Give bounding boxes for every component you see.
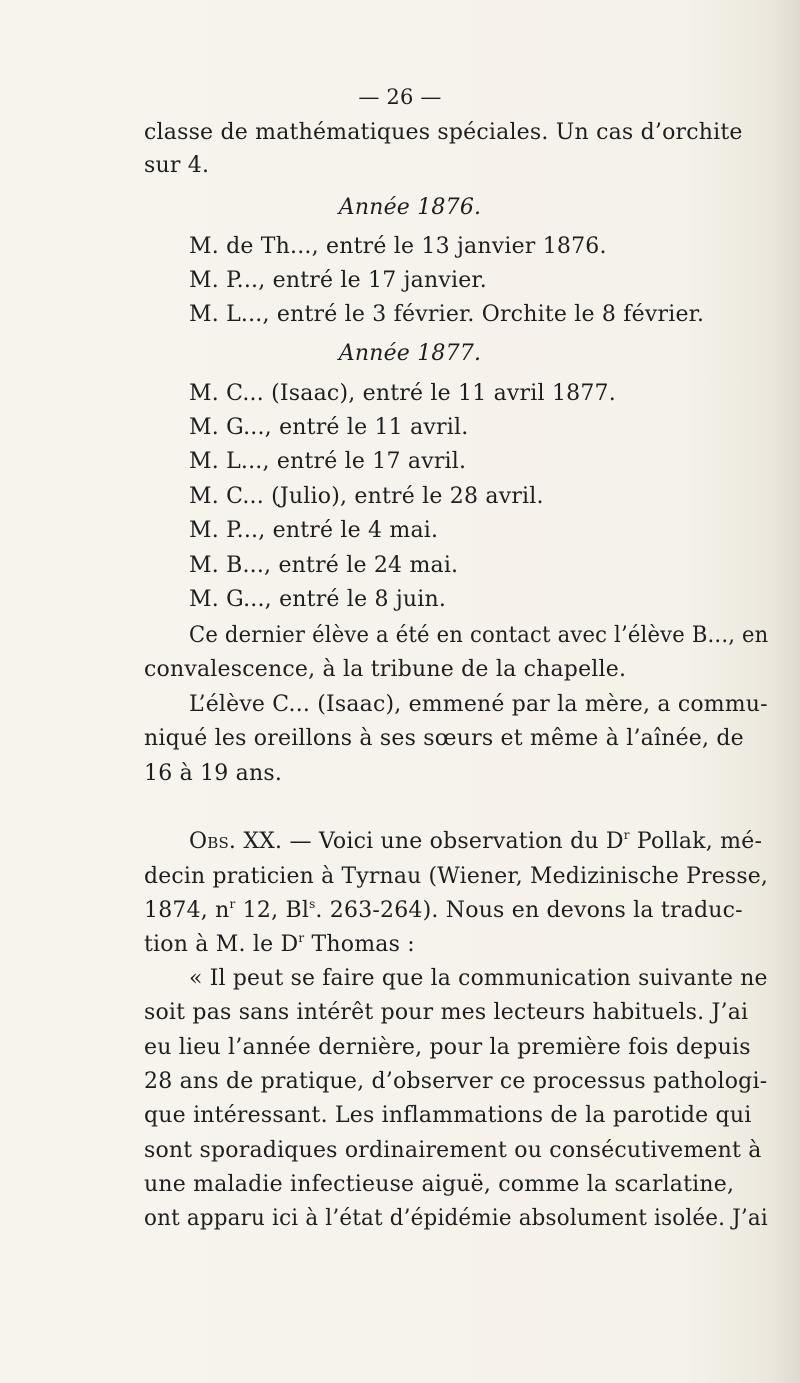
obs-line-1-tail: Pollak, mé-: [629, 829, 763, 854]
obs-line-4: [144, 930, 415, 960]
entry-1877-5: M. P..., entré le 4 mai.: [189, 518, 439, 543]
obs-line-1-sup: r: [623, 828, 630, 842]
quote-line-7: une maladie infectieuse aiguë, comme la scarlatine,: [144, 1172, 735, 1197]
entry-1877-4: M. C... (Julio), entré le 28 avril.: [189, 484, 544, 509]
entry-1877-7: M. G..., entré le 8 juin.: [189, 587, 447, 612]
para2-line-3: 16 à 19 ans.: [144, 761, 283, 786]
obs-line-3: [144, 896, 743, 926]
entry-1876-2: M. P..., entré le 17 janvier.: [189, 268, 487, 293]
para2-line-1: L’élève C... (Isaac), emmené par la mère, a commu-: [189, 692, 768, 717]
entry-1877-2: M. G..., entré le 11 avril.: [189, 415, 469, 440]
obs-line-3-c: . 263-264). Nous en devons la traduc-: [315, 898, 743, 923]
quote-line-4: 28 ans de pratique, d’observer ce processus pathologi-: [144, 1069, 768, 1094]
para2-line-2: niqué les oreillons à ses sœurs et même à l’aînée, de: [144, 726, 744, 751]
quote-line-3: eu lieu l’année dernière, pour la première fois depuis: [144, 1035, 751, 1060]
para1-line-2: convalescence, à la tribune de la chapelle.: [144, 657, 627, 682]
entry-1877-3: M. L..., entré le 17 avril.: [189, 449, 467, 474]
para1-line-1: Ce dernier élève a été en contact avec l’élève B..., en: [189, 623, 769, 648]
obs-line-4-sup: r: [298, 931, 305, 945]
quote-line-6: sont sporadiques ordinairement ou consécutivement à: [144, 1138, 762, 1163]
obs-line-4-a: tion à M. le D: [144, 932, 299, 957]
entry-1876-3: M. L..., entré le 3 février. Orchite le 8 février.: [189, 302, 705, 327]
quote-line-1: « Il peut se faire que la communication suivante ne: [189, 966, 768, 991]
year-1876-heading: Année 1876.: [338, 195, 482, 220]
intro-line-1: classe de mathématiques spéciales. Un cas d’orchite: [144, 120, 743, 145]
obs-line-3-sup1: r: [229, 897, 236, 911]
quote-line-8: ont apparu ici à l’état d’épidémie absolument isolée. J’ai: [144, 1206, 768, 1231]
quote-line-5: que intéressant. Les inflammations de la parotide qui: [144, 1103, 752, 1128]
obs-line-1-text: — Voici une observation du D: [282, 829, 624, 854]
obs-line-3-b: 12, Bl: [235, 898, 310, 923]
obs-line-3-sup2: s: [309, 897, 316, 911]
entry-1876-1: M. de Th..., entré le 13 janvier 1876.: [189, 234, 607, 259]
intro-line-2: sur 4.: [144, 153, 210, 178]
entry-1877-1: M. C... (Isaac), entré le 11 avril 1877.: [189, 381, 616, 406]
obs-line-2: decin praticien à Tyrnau (Wiener, Medizinische Presse,: [144, 864, 769, 889]
obs-line-1: [189, 827, 762, 857]
obs-line-4-b: Thomas :: [304, 932, 415, 957]
year-1877-heading: Année 1877.: [338, 341, 482, 366]
quote-line-2: soit pas sans intérêt pour mes lecteurs habituels. J’ai: [144, 1000, 749, 1025]
page-number: — 26 —: [358, 85, 442, 109]
obs-label: Obs. XX.: [189, 829, 283, 854]
entry-1877-6: M. B..., entré le 24 mai.: [189, 553, 459, 578]
obs-line-3-a: 1874, n: [144, 898, 230, 923]
